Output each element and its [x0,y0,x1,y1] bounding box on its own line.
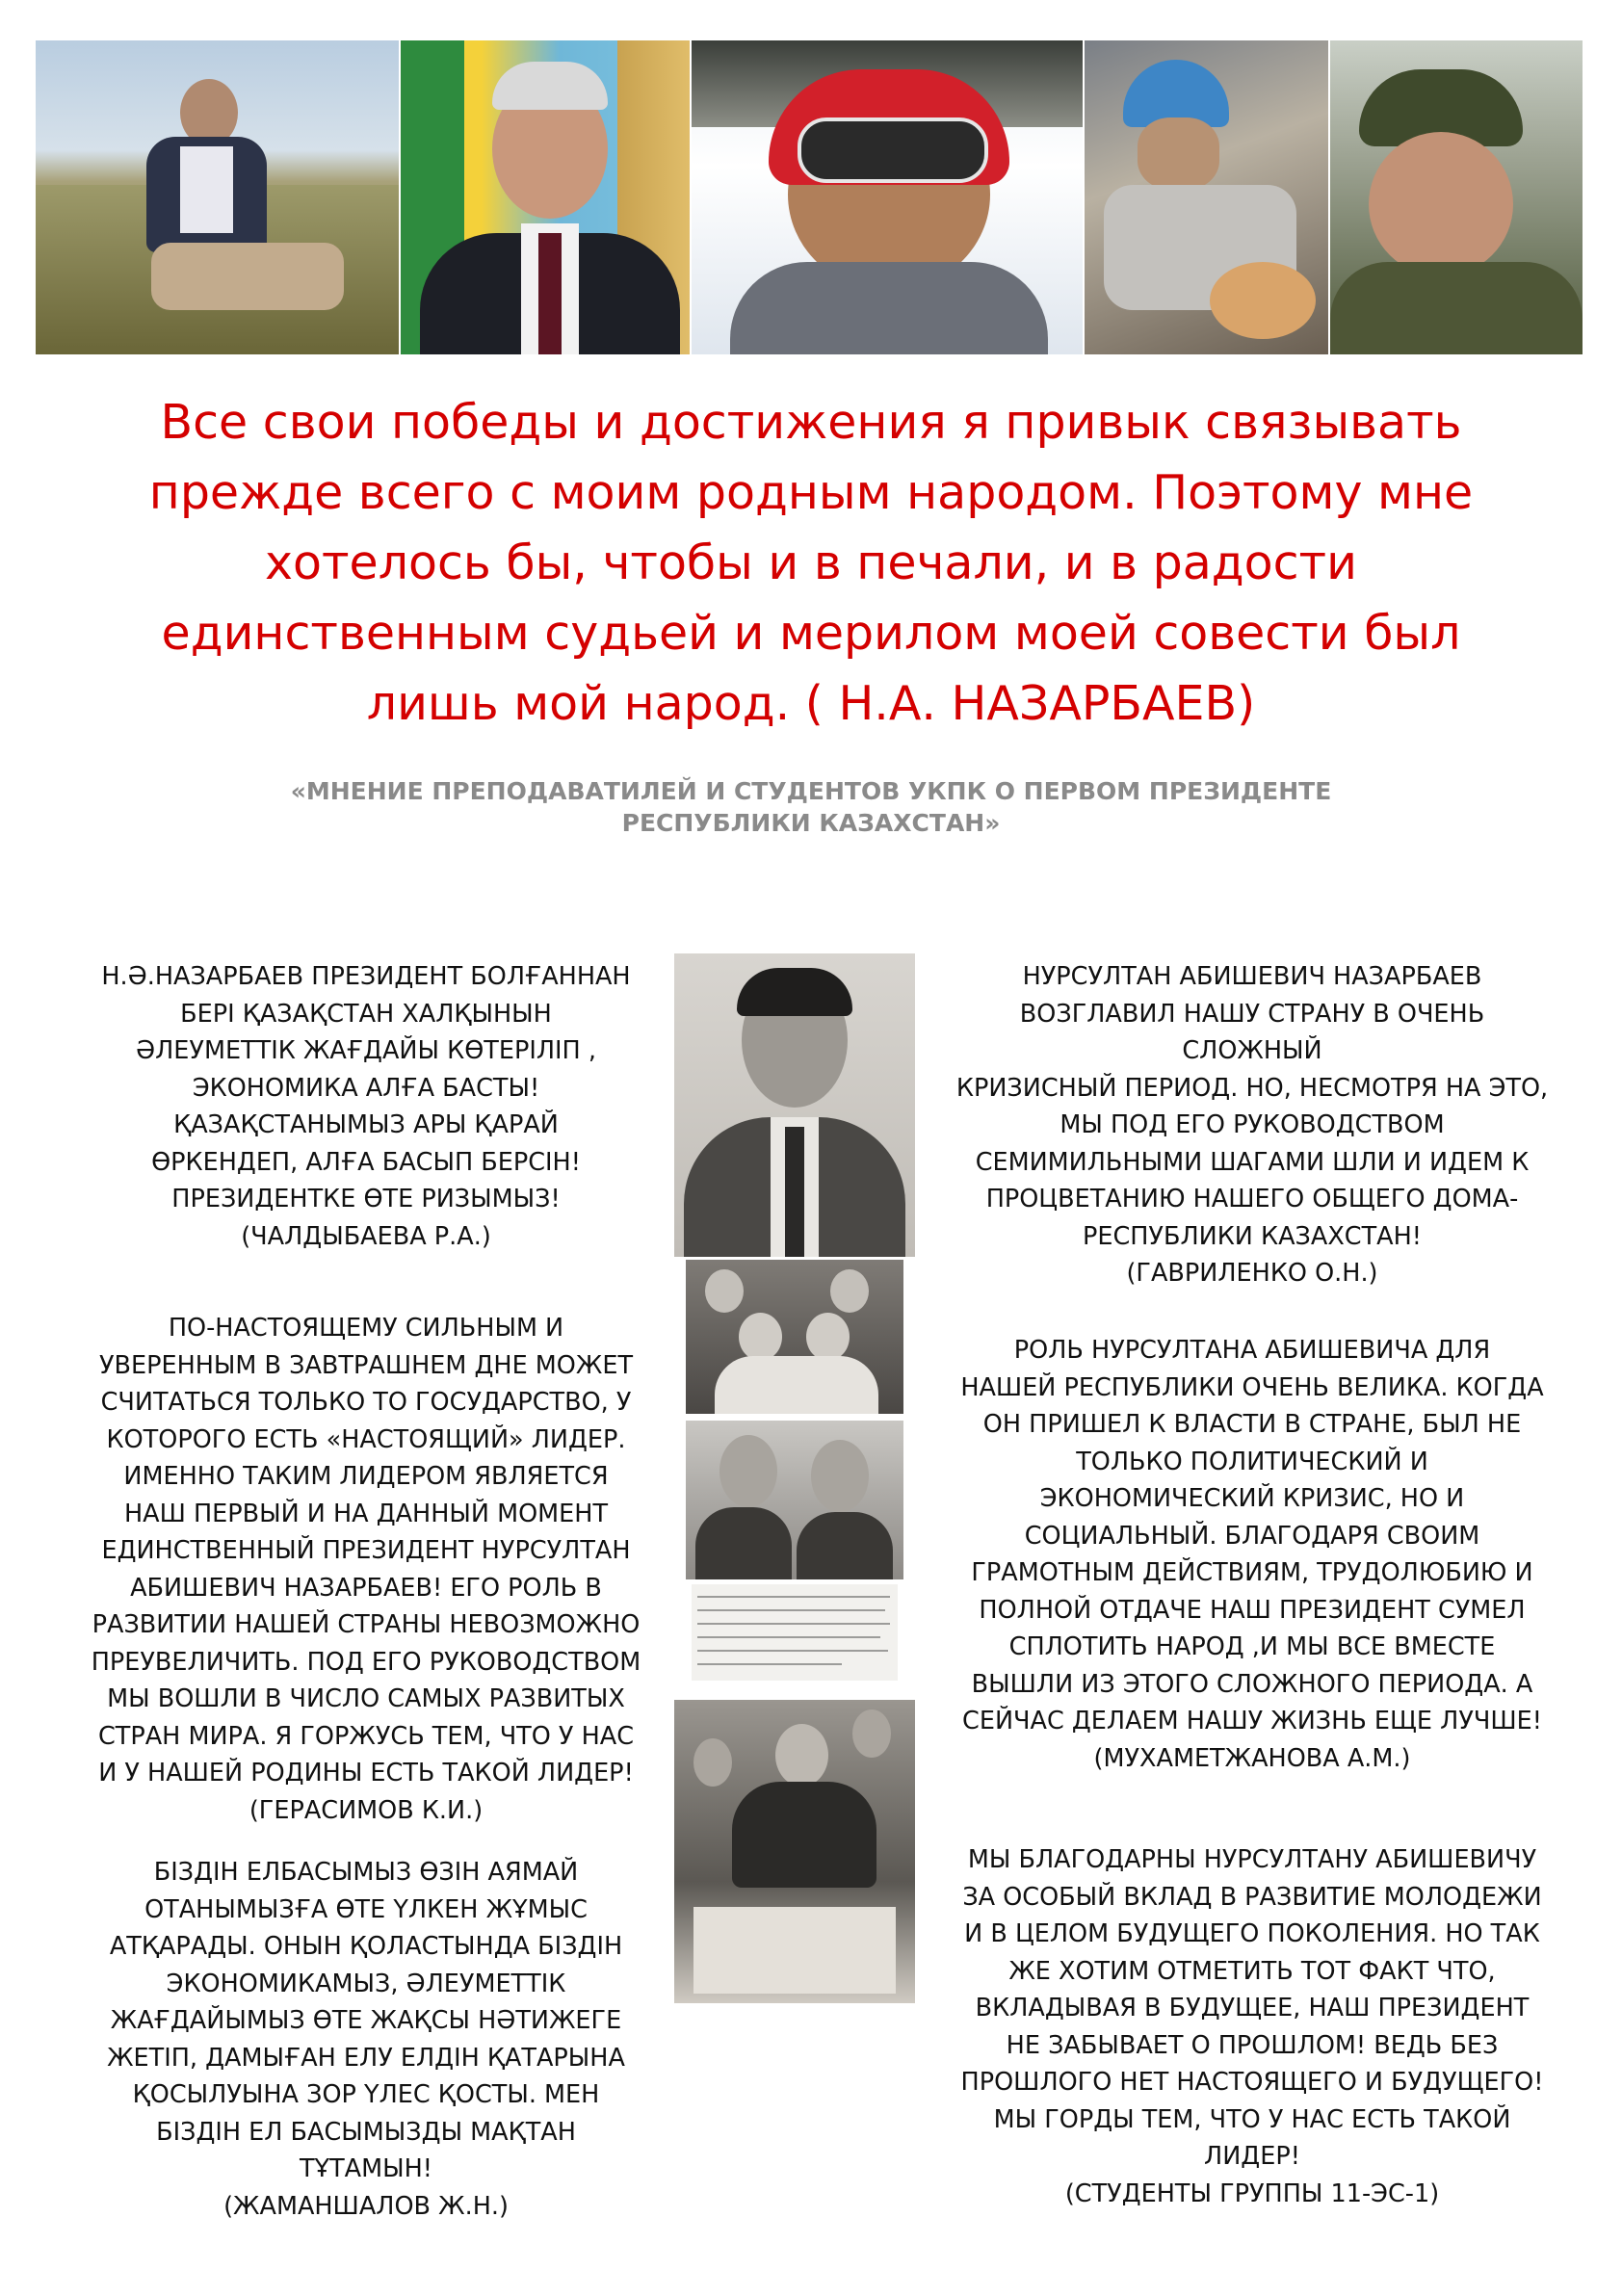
opinion-line: Н.Ә.НАЗАРБАЕВ ПРЕЗИДЕНТ БОЛҒАННАН [101,962,631,991]
opinion-line: НАШ ПЕРВЫЙ И НА ДАННЫЙ МОМЕНТ [123,1499,609,1528]
opinion-line: КРИЗИСНЫЙ ПЕРИОД. НО, НЕСМОТРЯ НА ЭТО, [955,1073,1549,1103]
opinion-line: ЖАҒДАЙЫМЫЗ ӨТЕ ЖАҚСЫ НӘТИЖЕГЕ [110,2006,622,2035]
opinion-line: ҚОСЫЛУЫНА ЗОР ҮЛЕС ҚОСТЫ. МЕН [132,2080,600,2109]
opinion-line: ГРАМОТНЫМ ДЕЙСТВИЯМ, ТРУДОЛЮБИЮ И [971,1558,1533,1587]
quote-line: Все свои победы и достижения я привык связывать [160,395,1462,450]
opinion-line: БІЗДІН ЕЛБАСЫМЫЗ ӨЗІН АЯМАЙ [153,1858,579,1887]
opinion-line: ТОЛЬКО ПОЛИТИЧЕСКИЙ И [1076,1447,1428,1476]
opinion-line: БЕРІ ҚАЗАҚСТАН ХАЛҚЫНЫН [180,999,552,1029]
opinion-line: ПРОЦВЕТАНИЮ НАШЕГО ОБЩЕГО ДОМА- [985,1185,1519,1213]
photo-ski-goggles-icon [692,40,1083,354]
opinion-line: МЫ ВОШЛИ В ЧИСЛО САМЫХ РАЗВИТЫХ [107,1684,625,1713]
quote-line: хотелось бы, чтобы и в печали, и в радости [265,535,1357,590]
photo-handwritten-note-icon [692,1584,898,1681]
opinion-line: НАШЕЙ РЕСПУБЛИКИ ОЧЕНЬ ВЕЛИКА. КОГДА [960,1372,1544,1402]
opinion-line: РАЗВИТИИ НАШЕЙ СТРАНЫ НЕВОЗМОЖНО [92,1610,641,1639]
opinion-line: РЕСПУБЛИКИ КАЗАХСТАН! [1082,1221,1423,1251]
photo-strip [36,40,1588,354]
opinion-line: УВЕРЕННЫМ В ЗАВТРАШНЕМ ДНЕ МОЖЕТ [98,1350,634,1380]
opinion-line: ЗА ОСОБЫЙ ВКЛАД В РАЗВИТИЕ МОЛОДЕЖИ [962,1882,1542,1912]
opinion-gavrilenko [954,958,1551,1292]
photo-portrait-flags-icon [401,40,690,354]
opinion-line: ЖЕТІП, ДАМЫҒАН ЕЛУ ЕЛДІН ҚАТАРЫНА [107,2043,625,2073]
opinion-line: РОЛЬ НУРСУЛТАНА АБИШЕВИЧА ДЛЯ [1013,1336,1491,1365]
opinion-line: СОЦИАЛЬНЫЙ. БЛАГОДАРЯ СВОИМ [1024,1521,1480,1551]
opinion-line: СЧИТАТЬСЯ ТОЛЬКО ТО ГОСУДАРСТВО, У [100,1388,632,1417]
quote-line: прежде всего с моим родным народом. Поэтому мне [148,465,1474,520]
opinion-line: ЖЕ ХОТИМ ОТМЕТИТЬ ТОТ ФАКТ ЧТО, [1008,1956,1496,1986]
quote-line: единственным судьей и мерилом моей совести был [161,606,1461,661]
opinion-line: ВОЗГЛАВИЛ НАШУ СТРАНУ В ОЧЕНЬ СЛОЖНЫЙ [1019,999,1485,1065]
quote-line: лишь мой народ. ( Н.А. НАЗАРБАЕВ) [366,676,1256,731]
opinion-line: И У НАШЕЙ РОДИНЫ ЕСТЬ ТАКОЙ ЛИДЕР! [98,1759,634,1787]
opinion-line: ПРОШЛОГО НЕТ НАСТОЯЩЕГО И БУДУЩЕГО! [960,2068,1544,2097]
opinion-line: МЫ ГОРДЫ ТЕМ, ЧТО У НАС ЕСТЬ ТАКОЙ [993,2104,1511,2134]
opinion-author: (ЖАМАНШАЛОВ Ж.Н.) [223,2191,509,2221]
archive-photo-column [674,953,915,2013]
opinion-gerasimov [58,1310,674,1829]
opinion-line: ЭКОНОМИКА АЛҒА БАСТЫ! [192,1073,540,1103]
opinion-line: СПЛОТИТЬ НАРОД ,И МЫ ВСЕ ВМЕСТЕ [1008,1632,1496,1661]
opinion-zhamanshalov [58,1854,674,2225]
opinion-line: ЭКОНОМИКАМЫЗ, ӘЛЕУМЕТТІК [166,1969,566,1998]
opinion-line: СЕЙЧАС ДЕЛАЕМ НАШУ ЖИЗНЬ ЕЩЕ ЛУЧШЕ! [962,1707,1542,1735]
opinion-line: ЕДИНСТВЕННЫЙ ПРЕЗИДЕНТ НУРСУЛТАН [101,1536,631,1565]
opinion-line: ИМЕННО ТАКИМ ЛИДЕРОМ ЯВЛЯЕТСЯ [123,1462,609,1491]
photo-steppe-sitting-icon [36,40,399,354]
opinion-students-11-es-1 [954,1841,1551,2212]
opinion-line: ЛИДЕР! [1204,2142,1300,2171]
opinion-author: (ГАВРИЛЕНКО О.Н.) [1126,1259,1378,1288]
subtitle-line: РЕСПУБЛИКИ КАЗАХСТАН» [621,809,1001,837]
opinion-chaldybaeva [58,958,674,1255]
photo-young-portrait-icon [674,953,915,1257]
opinion-line: НУРСУЛТАН АБИШЕВИЧ НАЗАРБАЕВ [1022,962,1482,991]
opinion-line: ӨРКЕНДЕП, АЛҒА БАСЫП БЕРСІН! [151,1147,581,1177]
opinion-line: АБИШЕВИЧ НАЗАРБАЕВ! ЕГО РОЛЬ В [130,1573,602,1603]
opinion-line: ОН ПРИШЕЛ К ВЛАСТИ В СТРАНЕ, БЫЛ НЕ [982,1410,1522,1439]
opinion-line: ЭКОНОМИЧЕСКИЙ КРИЗИС, НО И [1039,1484,1465,1513]
section-subtitle [241,775,1381,839]
opinion-line: АТҚАРАДЫ. ОНЫН ҚОЛАСТЫНДА БІЗДІН [109,1932,623,1961]
opinion-line: ВКЛАДЫВАЯ В БУДУЩЕЕ, НАШ ПРЕЗИДЕНТ [975,1994,1530,2022]
opinion-author: (ГЕРАСИМОВ К.И.) [249,1795,484,1825]
opinion-line: СЕМИМИЛЬНЫМИ ШАГАМИ ШЛИ И ИДЕМ К [975,1147,1530,1177]
opinion-line: МЫ ПОД ЕГО РУКОВОДСТВОМ [1060,1110,1445,1139]
opinion-line: И В ЦЕЛОМ БУДУЩЕГО ПОКОЛЕНИЯ. НО ТАК [964,1919,1540,1948]
opinion-author: (МУХАМЕТЖАНОВА А.М.) [1093,1743,1411,1773]
president-quote [116,387,1506,739]
opinion-line: ТҰТАМЫН! [299,2154,433,2183]
photo-group-family-icon [686,1260,903,1414]
opinion-mukhametzhanova [954,1332,1551,1777]
opinion-line: ПОЛНОЙ ОТДАЧЕ НАШ ПРЕЗИДЕНТ СУМЕЛ [979,1595,1526,1625]
opinion-author: (СТУДЕНТЫ ГРУППЫ 11-ЭС-1) [1064,2179,1440,2208]
subtitle-line: «МНЕНИЕ ПРЕПОДАВАТИЛЕЙ И СТУДЕНТОВ УКПК О ПЕРВОМ ПРЕЗИДЕНТЕ [290,777,1332,805]
opinion-line: ПРЕЗИДЕНТКЕ ӨТЕ РИЗЫМЫЗ! [171,1185,561,1213]
opinion-line: СТРАН МИРА. Я ГОРЖУСЬ ТЕМ, ЧТО У НАС [97,1721,635,1751]
opinion-line: ПРЕУВЕЛИЧИТЬ. ПОД ЕГО РУКОВОДСТВОМ [91,1647,641,1677]
opinion-line: НЕ ЗАБЫВАЕТ О ПРОШЛОМ! ВЕДЬ БЕЗ [1006,2030,1499,2060]
opinion-line: ҚАЗАҚСТАНЫМЫЗ АРЫ ҚАРАЙ [173,1110,559,1139]
opinion-line: ӘЛЕУМЕТТІК ЖАҒДАЙЫ КӨТЕРІЛІП , [136,1036,596,1065]
opinion-line: БІЗДІН ЕЛ БАСЫМЫЗДЫ МАҚТАН [156,2117,576,2147]
opinion-line: ОТАНЫМЫЗҒА ӨТЕ ҮЛКЕН ЖҰМЫС [144,1894,588,1924]
photo-steelworks-helmet-icon [1085,40,1328,354]
photo-official-event-icon [674,1700,915,2003]
opinion-line: ВЫШЛИ ИЗ ЭТОГО СЛОЖНОГО ПЕРИОДА. А [971,1669,1533,1699]
photo-military-cap-icon [1330,40,1583,354]
photo-two-men-icon [686,1421,903,1579]
opinion-line: МЫ БЛАГОДАРНЫ НУРСУЛТАНУ АБИШЕВИЧУ [967,1845,1537,1874]
opinion-line: КОТОРОГО ЕСТЬ «НАСТОЯЩИЙ» ЛИДЕР. [106,1424,626,1454]
opinion-author: (ЧАЛДЫБАЕВА Р.А.) [241,1221,491,1251]
opinion-line: ПО-НАСТОЯЩЕМУ СИЛЬНЫМ И [168,1314,564,1343]
